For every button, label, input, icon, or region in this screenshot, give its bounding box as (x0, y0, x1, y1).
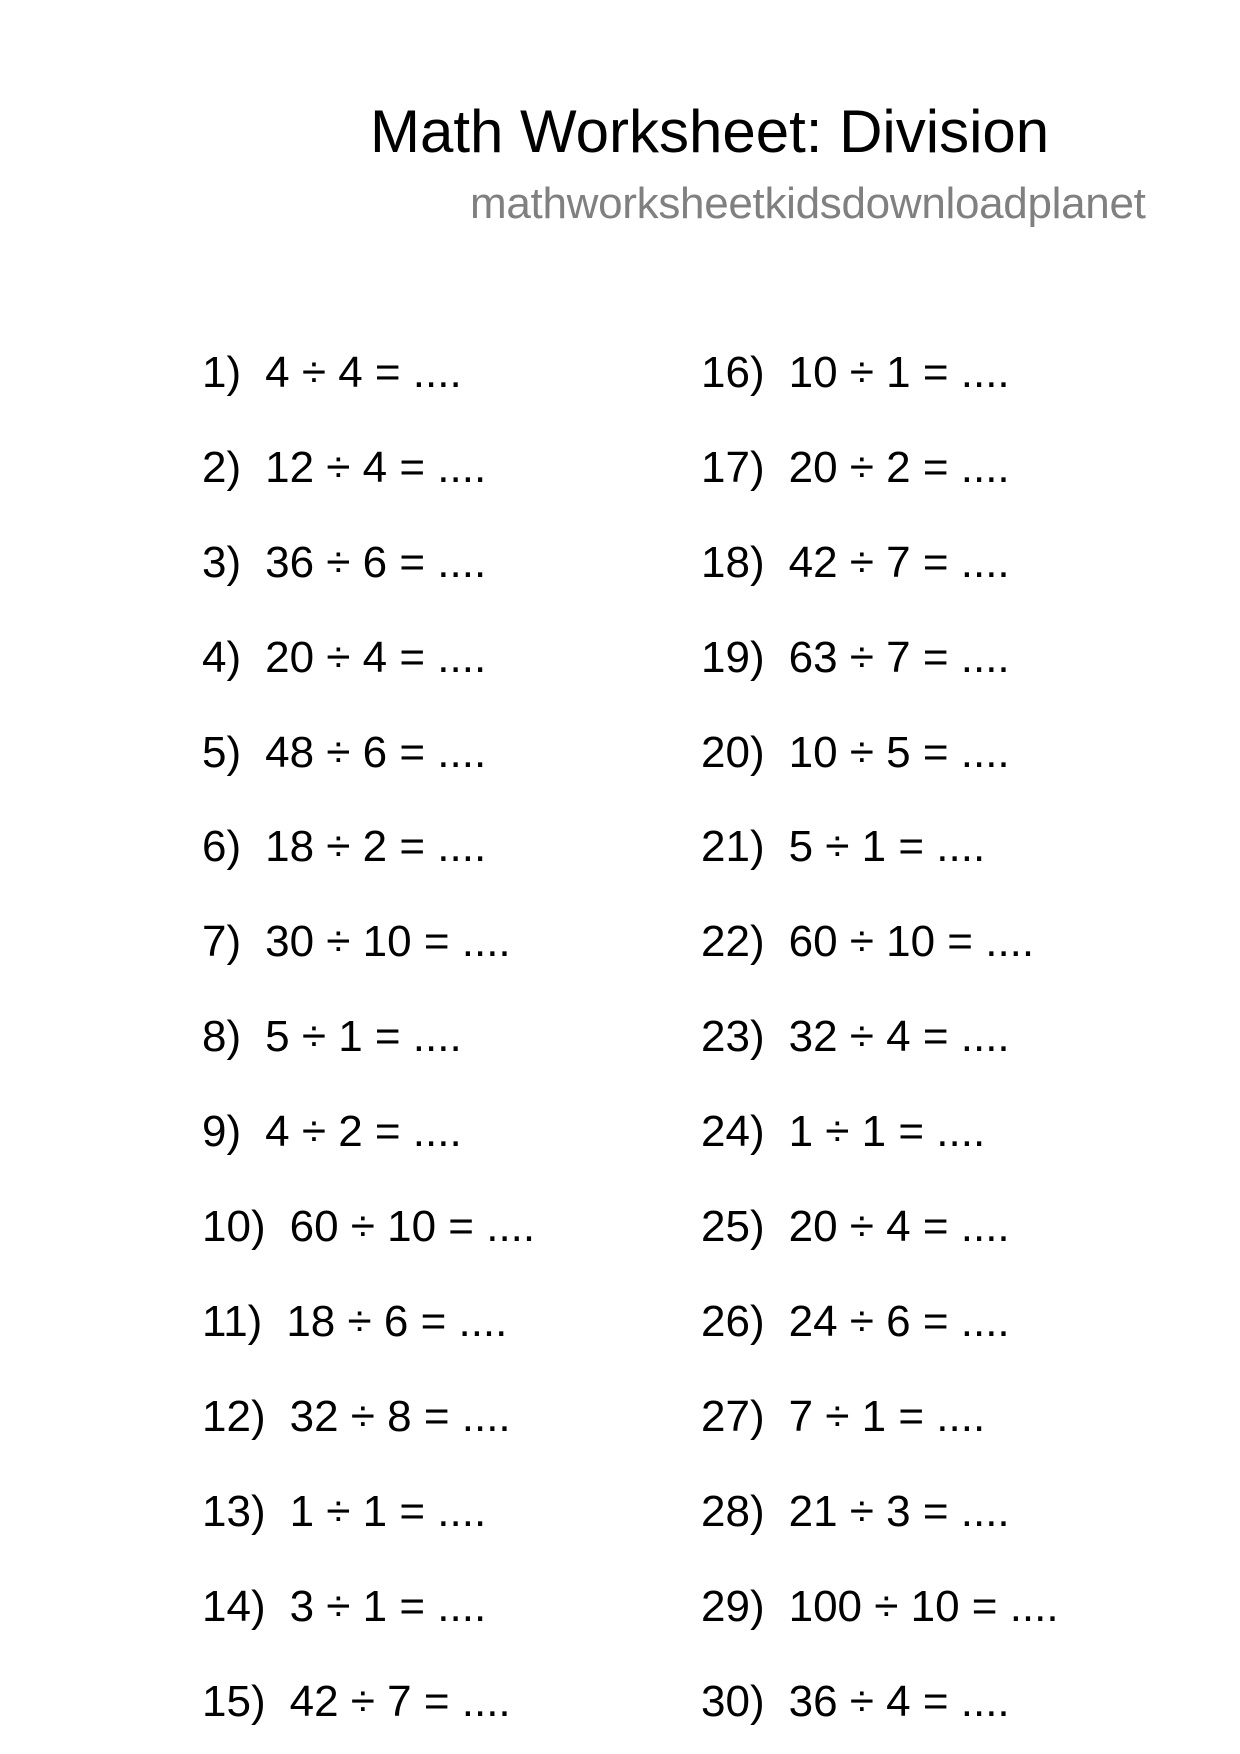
problem-number: 1) (202, 348, 242, 397)
problem-expression: 7 ÷ 1 = .... (788, 1392, 986, 1441)
problem-expression: 10 ÷ 1 = .... (788, 348, 1010, 397)
problem-expression: 21 ÷ 3 = .... (788, 1487, 1010, 1536)
problem-number: 29) (701, 1582, 765, 1631)
problem-item (202, 347, 462, 399)
problem-number: 4) (202, 633, 242, 682)
problem-number: 9) (202, 1107, 242, 1156)
problem-expression: 63 ÷ 7 = .... (788, 633, 1010, 682)
problem-item (701, 1296, 1010, 1348)
problem-number: 6) (202, 822, 242, 871)
problem-item (701, 727, 1010, 779)
problem-item (701, 1201, 1010, 1253)
problem-number: 7) (202, 917, 242, 966)
problem-item (701, 1486, 1010, 1538)
problem-number: 25) (701, 1202, 765, 1251)
problem-item (202, 1201, 535, 1253)
problem-number: 30) (701, 1677, 765, 1726)
problem-expression: 48 ÷ 6 = .... (265, 728, 487, 777)
problem-number: 19) (701, 633, 765, 682)
problem-expression: 20 ÷ 4 = .... (265, 633, 487, 682)
problem-number: 20) (701, 728, 765, 777)
problem-expression: 42 ÷ 7 = .... (788, 538, 1010, 587)
problem-item (202, 1106, 462, 1158)
problem-number: 26) (701, 1297, 765, 1346)
problem-number: 10) (202, 1202, 266, 1251)
problem-item (202, 537, 486, 589)
problem-item (202, 1011, 462, 1063)
problem-item (701, 1106, 985, 1158)
problem-item (701, 821, 985, 873)
problem-expression: 60 ÷ 10 = .... (788, 917, 1035, 966)
problem-item (701, 916, 1034, 968)
problem-expression: 4 ÷ 4 = .... (265, 348, 462, 397)
problem-item (701, 1581, 1059, 1633)
worksheet-source-watermark: mathworksheetkidsdownloadplanet (470, 179, 1146, 228)
problem-number: 23) (701, 1012, 765, 1061)
problem-expression: 36 ÷ 4 = .... (788, 1677, 1010, 1726)
problem-number: 28) (701, 1487, 765, 1536)
problem-expression: 42 ÷ 7 = .... (289, 1677, 511, 1726)
problem-number: 11) (202, 1297, 263, 1346)
problem-item (701, 537, 1010, 589)
problem-expression: 100 ÷ 10 = .... (788, 1582, 1059, 1631)
problem-item (202, 632, 486, 684)
problem-expression: 3 ÷ 1 = .... (289, 1582, 487, 1631)
problem-number: 15) (202, 1677, 266, 1726)
problem-number: 5) (202, 728, 242, 777)
problem-number: 17) (701, 443, 765, 492)
problem-number: 27) (701, 1392, 765, 1441)
problem-number: 16) (701, 348, 765, 397)
problem-item (202, 821, 486, 873)
problem-number: 2) (202, 443, 242, 492)
problem-item (701, 1391, 985, 1443)
problem-number: 24) (701, 1107, 765, 1156)
problem-expression: 36 ÷ 6 = .... (265, 538, 487, 587)
problem-item (701, 442, 1010, 494)
problem-item (701, 347, 1010, 399)
problem-expression: 1 ÷ 1 = .... (788, 1107, 986, 1156)
problem-number: 14) (202, 1582, 266, 1631)
problem-expression: 5 ÷ 1 = .... (788, 822, 986, 871)
problem-expression: 60 ÷ 10 = .... (289, 1202, 536, 1251)
problem-number: 22) (701, 917, 765, 966)
problem-expression: 20 ÷ 4 = .... (788, 1202, 1010, 1251)
problem-expression: 10 ÷ 5 = .... (788, 728, 1010, 777)
problem-number: 21) (701, 822, 765, 871)
problem-item (202, 1581, 486, 1633)
problem-item (202, 442, 486, 494)
problem-expression: 18 ÷ 2 = .... (265, 822, 487, 871)
problem-expression: 12 ÷ 4 = .... (265, 443, 487, 492)
problem-item (701, 1676, 1010, 1728)
problem-item (202, 1676, 511, 1728)
problem-expression: 5 ÷ 1 = .... (265, 1012, 462, 1061)
problem-number: 12) (202, 1392, 266, 1441)
problem-expression: 18 ÷ 6 = .... (286, 1297, 508, 1346)
problem-expression: 32 ÷ 8 = .... (289, 1392, 511, 1441)
problem-expression: 30 ÷ 10 = .... (265, 917, 511, 966)
problem-item (202, 1486, 486, 1538)
problem-expression: 32 ÷ 4 = .... (788, 1012, 1010, 1061)
problem-number: 13) (202, 1487, 266, 1536)
problem-expression: 4 ÷ 2 = .... (265, 1107, 462, 1156)
problem-item (202, 916, 511, 968)
problem-item (202, 727, 486, 779)
problem-item (701, 1011, 1010, 1063)
problem-number: 18) (701, 538, 765, 587)
problem-item (701, 632, 1010, 684)
problem-number: 8) (202, 1012, 242, 1061)
problem-expression: 24 ÷ 6 = .... (788, 1297, 1010, 1346)
problem-expression: 20 ÷ 2 = .... (788, 443, 1010, 492)
problem-expression: 1 ÷ 1 = .... (289, 1487, 487, 1536)
problem-number: 3) (202, 538, 242, 587)
problem-item (202, 1391, 511, 1443)
problem-item (202, 1296, 507, 1348)
worksheet-title: Math Worksheet: Division (370, 98, 1050, 165)
